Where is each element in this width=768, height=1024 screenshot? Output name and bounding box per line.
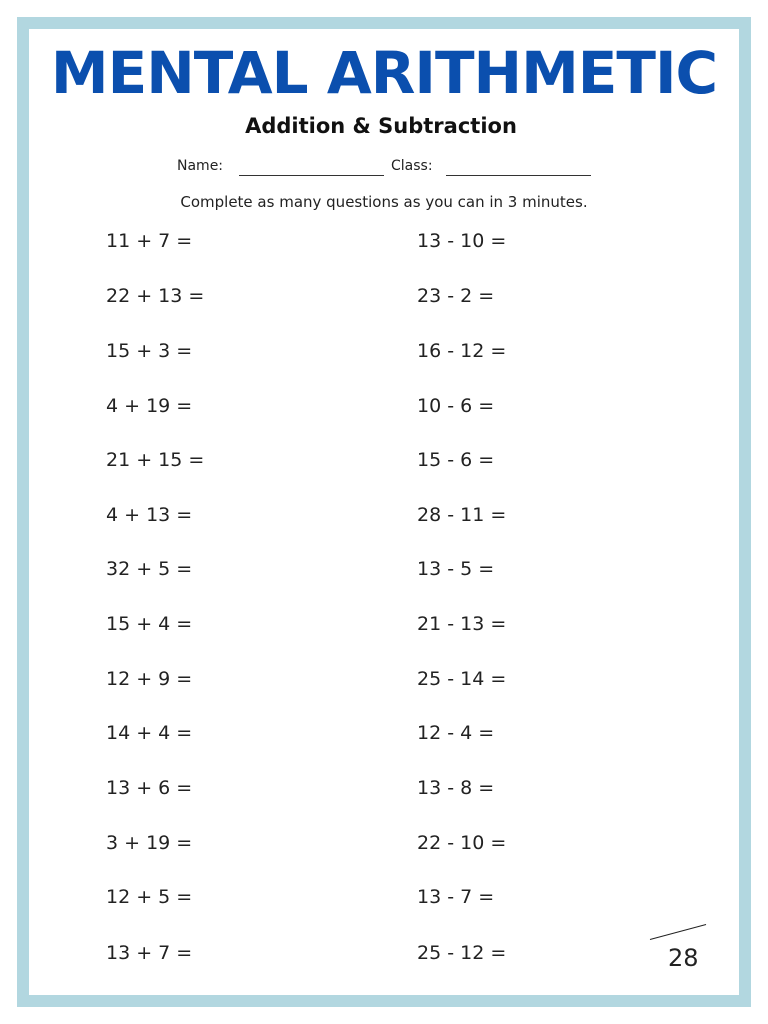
question-addition: 4 + 19 =	[106, 395, 193, 417]
question-addition: 13 + 6 =	[106, 777, 193, 799]
question-addition: 11 + 7 =	[106, 230, 193, 252]
question-addition: 12 + 9 =	[106, 668, 193, 690]
worksheet-subtitle: Addition & Subtraction	[245, 114, 517, 138]
question-addition: 3 + 19 =	[106, 832, 193, 854]
question-subtraction: 21 - 13 =	[417, 613, 507, 635]
question-subtraction: 12 - 4 =	[417, 722, 495, 744]
question-addition: 12 + 5 =	[106, 886, 193, 908]
question-subtraction: 10 - 6 =	[417, 395, 495, 417]
question-subtraction: 22 - 10 =	[417, 832, 507, 854]
question-addition: 15 + 3 =	[106, 340, 193, 362]
question-subtraction: 13 - 7 =	[417, 886, 495, 908]
question-addition: 15 + 4 =	[106, 613, 193, 635]
name-label: Name:	[177, 158, 224, 174]
name-field[interactable]	[239, 175, 384, 176]
question-addition: 13 + 7 =	[106, 942, 193, 964]
score-total: 28	[668, 944, 699, 972]
question-addition: 14 + 4 =	[106, 722, 193, 744]
instruction-text: Complete as many questions as you can in 3 minutes.	[180, 193, 588, 211]
question-addition: 4 + 13 =	[106, 504, 193, 526]
question-addition: 32 + 5 =	[106, 558, 193, 580]
class-label: Class:	[391, 158, 433, 174]
question-subtraction: 25 - 14 =	[417, 668, 507, 690]
question-subtraction: 28 - 11 =	[417, 504, 507, 526]
class-field[interactable]	[446, 175, 591, 176]
worksheet-title: MENTAL ARITHMETIC	[50, 39, 718, 107]
question-subtraction: 13 - 5 =	[417, 558, 495, 580]
question-subtraction: 13 - 8 =	[417, 777, 495, 799]
question-subtraction: 25 - 12 =	[417, 942, 507, 964]
question-subtraction: 13 - 10 =	[417, 230, 507, 252]
question-addition: 21 + 15 =	[106, 449, 205, 471]
question-subtraction: 15 - 6 =	[417, 449, 495, 471]
question-subtraction: 23 - 2 =	[417, 285, 495, 307]
question-addition: 22 + 13 =	[106, 285, 205, 307]
question-subtraction: 16 - 12 =	[417, 340, 507, 362]
